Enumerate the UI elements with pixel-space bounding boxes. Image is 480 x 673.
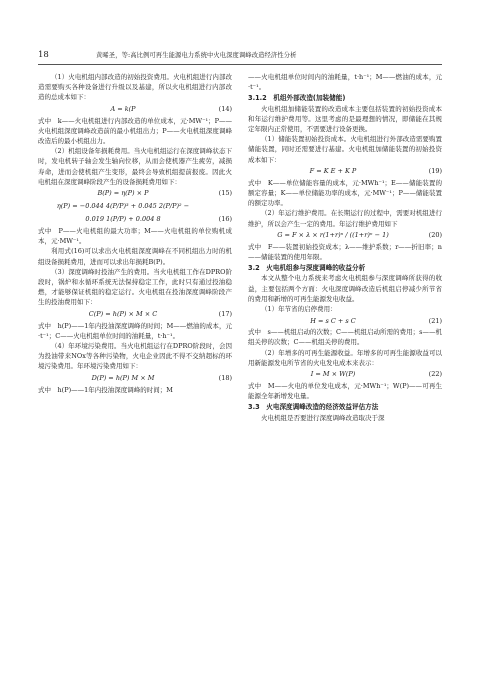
equation-body: C(P) = h(P) × M × C (88, 310, 158, 319)
equation (248, 229, 442, 242)
equation-number: (19) (428, 167, 442, 176)
paragraph: 利用式(16)可以求出火电机组深度调峰在不同机组出力时的机组设备损耗费用，进而可以求出年损耗B(P)。 (38, 247, 232, 266)
paragraph: 火电机组加储能装置的改造成本主要包括装置的初始投资成本和年运行维护费用等。这里考虑的是最理想的情况，即储能在其规定年限内正常使用，不需要进行设备更换。 (248, 104, 442, 134)
equation-number: (22) (428, 370, 442, 379)
paragraph: 式中 h(P)——1年内投油深度调峰的时间；M——燃油的成本，元·t⁻¹；C——火电机组单位时间的油耗量，t·h⁻¹。 (38, 321, 232, 340)
right-column (248, 72, 442, 423)
section-heading: 3.3 火电深度调峰改造的经济效益评估方法 (248, 403, 379, 412)
equation-number: (20) (428, 231, 442, 240)
equation-number: (17) (218, 310, 232, 319)
running-title: 黄晞圣，等:高比例可再生能源电力系统中火电深度调峰改造经济性分析 (96, 52, 297, 59)
left-column (38, 72, 232, 395)
paragraph: 式中 F——装置初始投资成本；λ——维护系数；r——折旧率；n——储能装置的使用年限。 (248, 242, 442, 262)
paragraph: 式中 k——火电机组进行内部改造的单位成本，元·MW⁻¹；P——火电机组深度调峰改造前的最小机组出力；P——火电机组深度调峰改造后的最小机组出力。 (38, 116, 232, 146)
paragraph: 式中 s——机组启动的次数；C——机组启动所需的费用；s——机组关停的次数；C——机组关停的费用。 (248, 328, 442, 347)
paragraph: （2）机组设备年损耗费用。当火电机组运行在深度调峰状态下时，发电机转子轴会发生轴向位移，从而会使机器产生疲劳，减损寿命，进而会使机组产生变形，最终会导致机组提前报废。因此火电机组在深度调峰阶段产生的设备损耗费用如下： (38, 147, 232, 186)
paragraph: 式中 P——火电机组的最大功率；M——火电机组的单位购机成本，元·MW⁻¹。 (38, 227, 232, 246)
equation-body: B(P) = η(P) × P (97, 189, 149, 198)
paragraph: 式中 K——单位储能容量的成本，元·MWh⁻¹；E——储能装置的额定容量；K——单位储能功率的成本，元·MW⁻¹；P——储能装置的额定功率。 (248, 178, 442, 208)
equation-body: 0.019 1(P/P) + 0.004 8 (85, 215, 161, 224)
header-rule (38, 64, 442, 65)
equation (248, 165, 442, 178)
equation (38, 308, 232, 321)
equation-body: η(P) = −0.044 4(P/P)³ + 0.045 2(P/P)² − (56, 202, 190, 211)
equation (38, 187, 232, 200)
paragraph: （2）年增多的可再生能源收益。年增多的可再生能源收益可以用新能源发电所节省的火电发电成本来表示： (248, 348, 442, 367)
equation (38, 200, 232, 213)
page-header (38, 50, 442, 62)
equation-body: A = k(P (110, 105, 136, 113)
equation-body: H = s C + s C (310, 316, 356, 325)
section-heading: 3.1.2 机组外部改造(加装储能) (248, 94, 346, 103)
equation-number: (16) (218, 215, 232, 224)
paragraph: （4）年环境污染费用。当火电机组运行在DPRO阶段时，会因为投油带来NOx等各种污染物，火电企业因此不得不交纳超标的环境污染费用。年环境污染费用如下： (38, 342, 232, 371)
paragraph: （1）储能装置初始投资成本。火电机组进行外部改造需要购置储能装置，同时还需要进行基建。火电机组加储能装置的初始投资成本如下： (248, 135, 442, 164)
section-heading: 3.2 火电机组参与深度调峰的收益分析 (248, 264, 366, 273)
equation (248, 368, 442, 381)
equation-number: (15) (218, 189, 232, 198)
paragraph: （3）深度调峰时投油产生的费用。当火电机组工作在DPRO阶段时，锅炉和水循环系统无法保持稳定工作，此时只有通过投油稳燃，才能够保证机组的稳定运行。火电机组在投油深度调峰阶段产生的投油费用如下： (38, 267, 232, 307)
equation-body: D(P) = h(P) M × M (91, 374, 155, 383)
equation-number: (14) (218, 105, 232, 113)
paragraph: （1）火电机组内部改造的初始投资费用。火电机组进行内部改造需要购买各种设备进行升级以及基建，所以火电机组进行内部改造的总成本如下： (38, 73, 232, 102)
equation-body: G = F × λ × r(1+r)ⁿ / ((1+r)ⁿ − 1) (277, 231, 389, 240)
paragraph: ——火电机组单位时间内的油耗量，t·h⁻¹；M——燃油的成本，元·t⁻¹。 (248, 73, 442, 92)
equation (38, 103, 232, 116)
equation (38, 372, 232, 385)
equation-number: (21) (428, 316, 442, 325)
paragraph: 本文从整个电力系统来考虑火电机组参与深度调峰所获得的收益，主要包括两个方面：火电深度调峰改造后机组启停减少所节省的费用和新增的可再生能源发电收益。 (248, 274, 442, 303)
paragraph: 式中 M——火电的单位发电成本，元·MWh⁻¹；W(P)——可再生能源全年新增发电量。 (248, 382, 442, 401)
equation (38, 213, 232, 226)
paragraph: 火电机组是否要进行深度调峰改造取决于深 (261, 413, 385, 422)
paragraph: （2）年运行维护费用。在长期运行的过程中，需要对机组进行维护，所以会产生一定的费用。年运行维护费用如下 (248, 209, 442, 228)
equation (248, 314, 442, 327)
page-number: 18 (38, 50, 49, 60)
equation-number: (18) (218, 374, 232, 383)
paragraph: （1）年节省的启停费用： (261, 305, 337, 314)
equation-body: F = K E + K P (309, 167, 357, 176)
paragraph: 式中 h(P)——1年内投油深度调峰的时间；M (38, 385, 173, 394)
equation-body: I = M × W(P) (310, 370, 356, 379)
